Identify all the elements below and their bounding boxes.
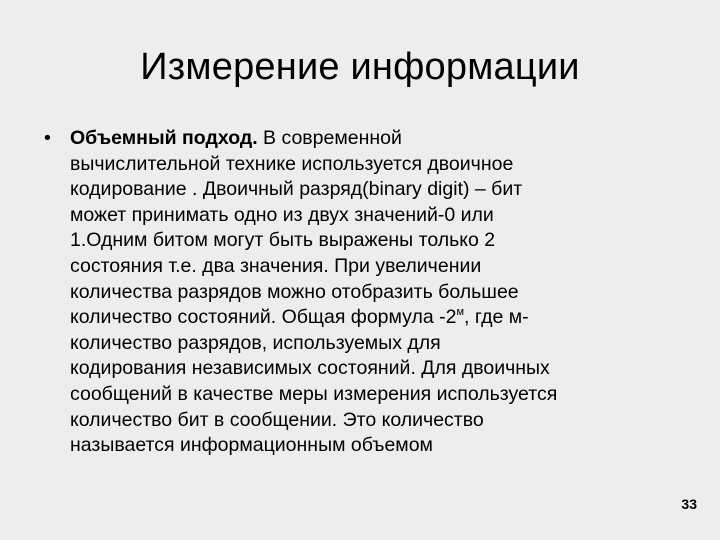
bullet-lead: Объемный подход. [70, 127, 258, 149]
line-text-7: количества разрядов можно отобразить большее [70, 280, 519, 303]
slide-title: Измерение информации [140, 46, 580, 88]
line-text-1: В современной [257, 127, 402, 149]
line-text-8b: , где м- [464, 306, 529, 329]
line-text-13: называется информационным объемом [70, 434, 433, 457]
line-text-8a: количество состояний. Общая формула -2 [70, 306, 457, 329]
line-text-2: вычислительной технике используется двоичное [70, 152, 514, 175]
line-text-5: 1.Одним битом могут быть выражены только 2 [70, 229, 496, 252]
line-text-11: сообщений в качестве меры измерения используется [70, 382, 558, 405]
line-text-12: количество бит в сообщении. Это количество [70, 408, 484, 431]
bullet-line-1 [70, 126, 684, 152]
line-text-9: количество разрядов, используемых для [70, 331, 441, 354]
line-text-3: кодирование . Двоичный разряд(binary digit) – бит [70, 178, 523, 201]
bullet-item [44, 126, 684, 459]
line-text-10: кодирования независимых состояний. Для двоичных [70, 357, 550, 380]
line-8 [70, 305, 684, 331]
line-text-6: состояния т.е. два значения. При увеличении [70, 254, 482, 277]
page-number: 33 [681, 496, 697, 512]
slide-body [44, 126, 684, 459]
formula-exponent: м [456, 305, 465, 318]
bullet-icon: • [44, 127, 51, 149]
line-text-4: может принимать одно из двух значений-0 или [70, 203, 494, 226]
